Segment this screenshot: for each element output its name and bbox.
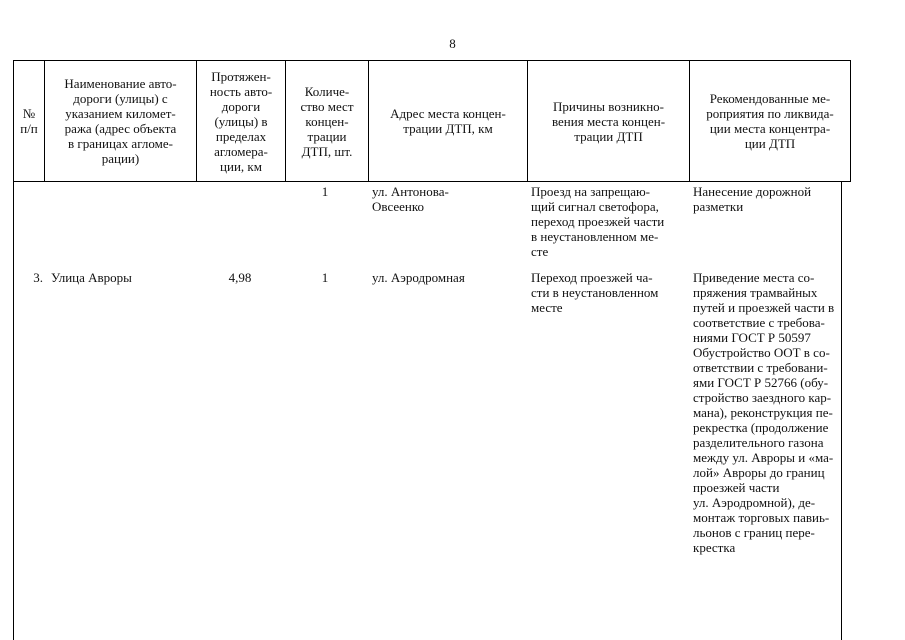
text-line: рации) bbox=[101, 151, 140, 166]
text-line: дороги (улицы) с bbox=[73, 91, 168, 106]
text-line: ность авто- bbox=[209, 83, 273, 99]
text-line: сти в неустановленном bbox=[531, 285, 659, 300]
table-header bbox=[13, 60, 851, 182]
header-num bbox=[14, 61, 45, 182]
text-line: между ул. Авроры и «ма- bbox=[693, 450, 834, 465]
text-line: Нанесение дорожной bbox=[693, 184, 812, 199]
header-reasons bbox=[528, 61, 690, 182]
text-line: Улица Авроры bbox=[51, 270, 132, 285]
text-line: ции ДТП bbox=[744, 136, 796, 151]
cell-address bbox=[372, 270, 524, 285]
text-line: монтаж торговых павиь- bbox=[693, 510, 830, 525]
cell-address bbox=[372, 184, 524, 214]
text-line: ями ГОСТ Р 52766 (обу- bbox=[693, 375, 829, 390]
text-line: концен- bbox=[305, 113, 349, 129]
text-line: п/п bbox=[20, 121, 38, 136]
text-line: роприятия по ликвида- bbox=[706, 106, 834, 121]
text-line: щий сигнал светофора, bbox=[531, 199, 659, 214]
text-line: агломера- bbox=[214, 143, 268, 159]
header-address bbox=[369, 61, 528, 182]
cell-length: 4,98 bbox=[228, 270, 252, 285]
cell-recommendations bbox=[693, 270, 853, 555]
cell-count: 1 bbox=[321, 270, 329, 285]
text-line: разметки bbox=[693, 199, 744, 214]
cell-reasons bbox=[531, 184, 691, 259]
text-line: ниями ГОСТ Р 50597 bbox=[693, 330, 811, 345]
text-line: ДТП, шт. bbox=[301, 143, 353, 159]
text-line: в границах агломе- bbox=[68, 136, 173, 151]
header-count bbox=[286, 61, 369, 182]
text-line: дороги bbox=[221, 98, 261, 114]
text-line: Овсеенко bbox=[372, 199, 425, 214]
text-line: ул. Аэродромная bbox=[372, 270, 465, 285]
text-line: рекрестка (продолжение bbox=[693, 420, 829, 435]
text-line: разделительного газона bbox=[693, 435, 824, 450]
column-divider bbox=[13, 182, 14, 640]
text-line: сте bbox=[531, 244, 549, 259]
text-line: ство мест bbox=[300, 98, 354, 114]
text-line: Проезд на запрещаю- bbox=[531, 184, 650, 199]
cell-reasons bbox=[531, 270, 691, 315]
text-line: Количе- bbox=[304, 83, 350, 99]
text-line: пряжения трамвайных bbox=[693, 285, 818, 300]
cell-count: 1 bbox=[321, 184, 329, 199]
text-line: вения места концен- bbox=[551, 113, 666, 129]
header-name bbox=[45, 61, 197, 182]
text-line: Приведение места со- bbox=[693, 270, 815, 285]
text-line: Протяжен- bbox=[211, 68, 271, 84]
text-line: ответствии с требовани- bbox=[693, 360, 828, 375]
text-line: проезжей части bbox=[693, 480, 780, 495]
text-line: трации bbox=[307, 128, 347, 144]
text-line: ража (адрес объекта bbox=[64, 121, 177, 136]
text-line: Обустройство ООТ в со- bbox=[693, 345, 830, 360]
text-line: трации ДТП, км bbox=[403, 121, 493, 136]
text-line: путей и проезжей части в bbox=[693, 300, 835, 315]
text-line: мана), реконструкция пе- bbox=[693, 405, 833, 420]
text-line: ул. Антонова- bbox=[372, 184, 449, 199]
text-line: льонов с границ пере- bbox=[693, 525, 815, 540]
page-number: 8 bbox=[449, 36, 456, 51]
cell-num: 3. bbox=[33, 270, 43, 285]
text-line: Адрес места концен- bbox=[390, 106, 506, 121]
header-length bbox=[197, 61, 286, 182]
text-line: крестка bbox=[693, 540, 736, 555]
text-line: соответствие с требова- bbox=[693, 315, 825, 330]
text-line: № bbox=[22, 106, 36, 121]
text-line: месте bbox=[531, 300, 563, 315]
text-line: Наименование авто- bbox=[64, 76, 177, 91]
text-line: указанием километ- bbox=[65, 106, 176, 121]
text-line: стройство заездного кар- bbox=[693, 390, 832, 405]
text-line: Переход проезжей ча- bbox=[531, 270, 653, 285]
text-line: ции, км bbox=[220, 158, 262, 174]
text-line: лой» Авроры до границ bbox=[693, 465, 825, 480]
header-recommendations bbox=[690, 61, 851, 182]
text-line: (улицы) в bbox=[214, 113, 268, 129]
text-line: пределах bbox=[215, 128, 267, 144]
text-line: ул. Аэродромной), де- bbox=[693, 495, 816, 510]
text-line: Причины возникно- bbox=[553, 98, 664, 114]
text-line: ции места концентра- bbox=[709, 121, 831, 136]
text-line: Рекомендованные ме- bbox=[709, 91, 831, 106]
cell-recommendations bbox=[693, 184, 853, 214]
cell-name bbox=[51, 270, 201, 285]
text-line: трации ДТП bbox=[574, 128, 643, 144]
text-line: переход проезжей части bbox=[531, 214, 665, 229]
text-line: в неустановленном ме- bbox=[531, 229, 659, 244]
